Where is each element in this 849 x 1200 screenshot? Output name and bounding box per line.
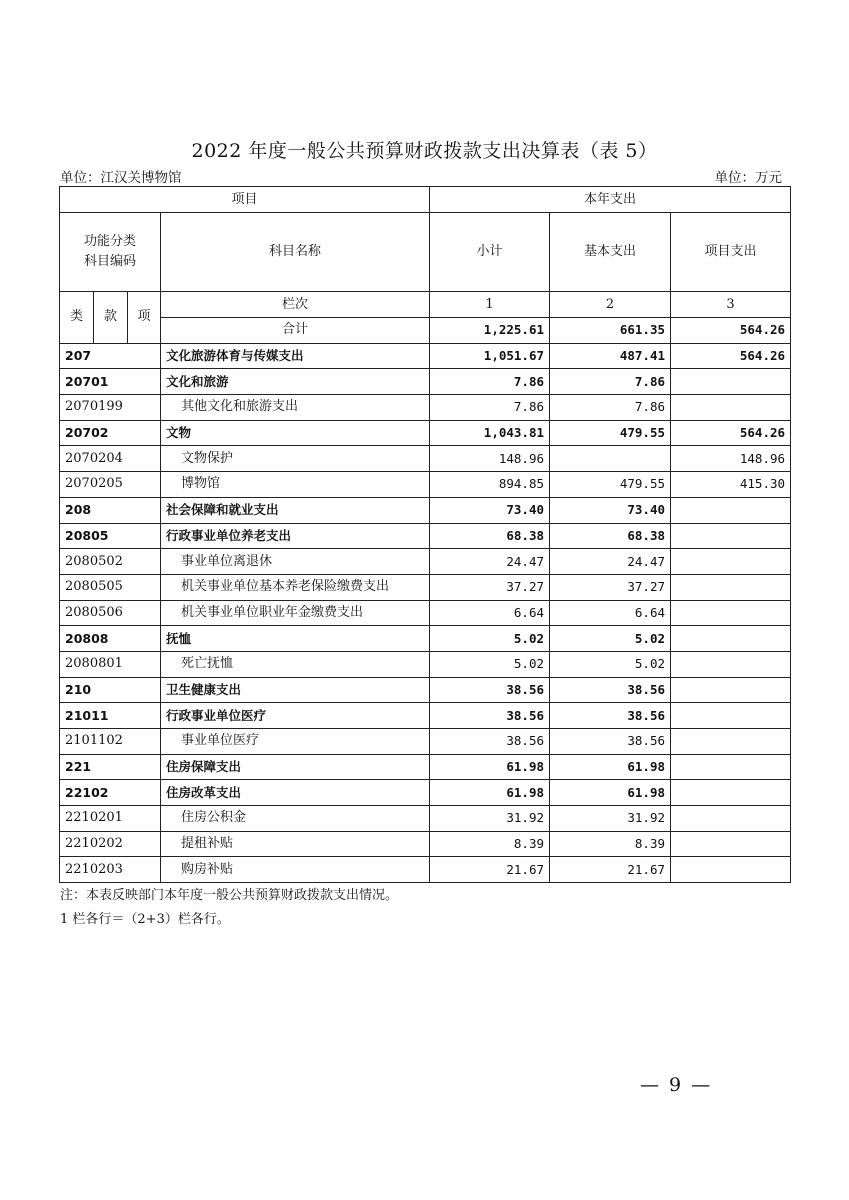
page-title: 2022 年度一般公共预算财政拨款支出决算表（表 5） <box>191 140 658 162</box>
row-subtotal: 37.27 <box>430 574 550 600</box>
row-code: 2210202 <box>60 831 161 857</box>
row-basic: 38.56 <box>550 729 671 755</box>
header-basic: 基本支出 <box>550 213 671 292</box>
row-project <box>671 369 791 395</box>
row-project <box>671 857 791 883</box>
row-subtotal: 1,051.67 <box>430 343 550 369</box>
header-col2: 2 <box>550 292 671 318</box>
row-project <box>671 600 791 626</box>
row-project <box>671 780 791 806</box>
row-subject-name: 文物 <box>161 420 430 446</box>
row-subtotal: 31.92 <box>430 806 550 832</box>
total-label: 合计 <box>161 318 430 344</box>
table-row <box>60 600 791 626</box>
table-row <box>60 857 791 883</box>
table-row <box>60 831 791 857</box>
row-subtotal: 73.40 <box>430 497 550 523</box>
row-subtotal: 38.56 <box>430 677 550 703</box>
table-row <box>60 651 791 677</box>
row-subtotal: 21.67 <box>430 857 550 883</box>
total-subtotal: 1,225.61 <box>430 318 550 344</box>
row-basic: 73.40 <box>550 497 671 523</box>
row-basic: 61.98 <box>550 780 671 806</box>
total-row <box>60 318 791 344</box>
row-subject-name: 死亡抚恤 <box>161 651 430 677</box>
row-project <box>671 626 791 652</box>
note-line-2: 1 栏各行＝（2+3）栏各行。 <box>60 912 230 927</box>
table-row <box>60 626 791 652</box>
table-row <box>60 343 791 369</box>
row-code: 21011 <box>60 703 161 729</box>
row-basic: 479.55 <box>550 472 671 498</box>
table-row <box>60 420 791 446</box>
row-subject-name: 行政事业单位养老支出 <box>161 523 430 549</box>
row-subject-name: 社会保障和就业支出 <box>161 497 430 523</box>
table-row <box>60 677 791 703</box>
row-basic: 7.86 <box>550 395 671 421</box>
row-project <box>671 395 791 421</box>
row-subject-name: 机关事业单位职业年金缴费支出 <box>161 600 430 626</box>
table-row <box>60 446 791 472</box>
row-basic: 38.56 <box>550 703 671 729</box>
row-subtotal: 894.85 <box>430 472 550 498</box>
row-code: 2080502 <box>60 549 161 575</box>
row-code: 2070204 <box>60 446 161 472</box>
budget-table <box>59 186 791 883</box>
row-project: 415.30 <box>671 472 791 498</box>
row-subtotal: 61.98 <box>430 754 550 780</box>
header-func-class-line1: 功能分类 <box>83 234 136 249</box>
row-basic: 5.02 <box>550 651 671 677</box>
row-basic: 37.27 <box>550 574 671 600</box>
row-basic: 5.02 <box>550 626 671 652</box>
row-code: 20805 <box>60 523 161 549</box>
header-xiang: 项 <box>128 292 161 344</box>
total-basic: 661.35 <box>550 318 671 344</box>
row-project <box>671 497 791 523</box>
row-project <box>671 549 791 575</box>
row-subtotal: 61.98 <box>430 780 550 806</box>
row-project <box>671 754 791 780</box>
table-row <box>60 523 791 549</box>
row-subtotal: 5.02 <box>430 626 550 652</box>
header-func-class <box>60 213 161 292</box>
unit-currency: 单位：万元 <box>714 170 782 186</box>
row-basic: 31.92 <box>550 806 671 832</box>
row-code: 221 <box>60 754 161 780</box>
row-subject-name: 机关事业单位基本养老保险缴费支出 <box>161 574 430 600</box>
row-basic: 7.86 <box>550 369 671 395</box>
row-code: 208 <box>60 497 161 523</box>
row-project <box>671 703 791 729</box>
table-row <box>60 549 791 575</box>
notes <box>60 884 398 932</box>
row-subtotal: 7.86 <box>430 369 550 395</box>
row-subject-name: 卫生健康支出 <box>161 677 430 703</box>
table-row <box>60 395 791 421</box>
header-current-year: 本年支出 <box>430 187 791 213</box>
row-code: 2080505 <box>60 574 161 600</box>
row-subject-name: 住房保障支出 <box>161 754 430 780</box>
row-subtotal: 148.96 <box>430 446 550 472</box>
row-subject-name: 提租补贴 <box>161 831 430 857</box>
row-basic: 24.47 <box>550 549 671 575</box>
unit-organization: 单位：江汉关博物馆 <box>60 170 182 186</box>
row-subtotal: 38.56 <box>430 703 550 729</box>
row-code: 207 <box>60 343 161 369</box>
row-project <box>671 651 791 677</box>
header-column-index: 栏次 <box>161 292 430 318</box>
row-basic: 68.38 <box>550 523 671 549</box>
row-subtotal: 24.47 <box>430 549 550 575</box>
row-project: 564.26 <box>671 343 791 369</box>
header-row-1 <box>60 187 791 213</box>
header-func-class-line2: 科目编码 <box>83 254 136 269</box>
unit-row <box>60 166 782 186</box>
header-project-exp: 项目支出 <box>671 213 791 292</box>
row-subtotal: 6.64 <box>430 600 550 626</box>
row-basic: 21.67 <box>550 857 671 883</box>
row-subtotal: 7.86 <box>430 395 550 421</box>
header-project: 项目 <box>60 187 430 213</box>
row-project <box>671 677 791 703</box>
header-row-3 <box>60 292 791 318</box>
table-row <box>60 754 791 780</box>
header-row-2 <box>60 213 791 292</box>
row-code: 2210201 <box>60 806 161 832</box>
row-code: 20702 <box>60 420 161 446</box>
row-basic <box>550 446 671 472</box>
header-col1: 1 <box>430 292 550 318</box>
row-subtotal: 5.02 <box>430 651 550 677</box>
row-basic: 8.39 <box>550 831 671 857</box>
row-code: 2070199 <box>60 395 161 421</box>
row-basic: 487.41 <box>550 343 671 369</box>
row-basic: 6.64 <box>550 600 671 626</box>
row-code: 22102 <box>60 780 161 806</box>
row-code: 20701 <box>60 369 161 395</box>
note-line-1: 注：本表反映部门本年度一般公共预算财政拨款支出情况。 <box>60 888 399 903</box>
table-row <box>60 369 791 395</box>
header-subject-name: 科目名称 <box>161 213 430 292</box>
row-subject-name: 抚恤 <box>161 626 430 652</box>
row-subject-name: 文化旅游体育与传媒支出 <box>161 343 430 369</box>
row-project <box>671 831 791 857</box>
row-code: 2210203 <box>60 857 161 883</box>
row-subject-name: 事业单位医疗 <box>161 729 430 755</box>
row-code: 20808 <box>60 626 161 652</box>
table-row <box>60 729 791 755</box>
row-subtotal: 68.38 <box>430 523 550 549</box>
table-row <box>60 780 791 806</box>
row-subtotal: 1,043.81 <box>430 420 550 446</box>
row-project: 564.26 <box>671 420 791 446</box>
row-project <box>671 729 791 755</box>
header-subtotal: 小计 <box>430 213 550 292</box>
header-lei: 类 <box>60 292 94 344</box>
row-code: 2101102 <box>60 729 161 755</box>
row-subject-name: 住房公积金 <box>161 806 430 832</box>
row-code: 2080801 <box>60 651 161 677</box>
table-row <box>60 472 791 498</box>
row-subject-name: 事业单位离退休 <box>161 549 430 575</box>
row-subject-name: 博物馆 <box>161 472 430 498</box>
table-row <box>60 806 791 832</box>
header-col3: 3 <box>671 292 791 318</box>
row-subject-name: 行政事业单位医疗 <box>161 703 430 729</box>
row-project <box>671 523 791 549</box>
row-basic: 38.56 <box>550 677 671 703</box>
row-subject-name: 文化和旅游 <box>161 369 430 395</box>
row-subject-name: 文物保护 <box>161 446 430 472</box>
row-project <box>671 574 791 600</box>
row-code: 2070205 <box>60 472 161 498</box>
row-project: 148.96 <box>671 446 791 472</box>
table-row <box>60 497 791 523</box>
table-row <box>60 574 791 600</box>
row-subtotal: 8.39 <box>430 831 550 857</box>
row-code: 210 <box>60 677 161 703</box>
row-subject-name: 住房改革支出 <box>161 780 430 806</box>
page-number: — 9 — <box>640 1074 713 1096</box>
header-kuan: 款 <box>94 292 128 344</box>
row-basic: 479.55 <box>550 420 671 446</box>
total-project: 564.26 <box>671 318 791 344</box>
table-row <box>60 703 791 729</box>
row-basic: 61.98 <box>550 754 671 780</box>
row-subject-name: 购房补贴 <box>161 857 430 883</box>
row-subject-name: 其他文化和旅游支出 <box>161 395 430 421</box>
row-project <box>671 806 791 832</box>
row-code: 2080506 <box>60 600 161 626</box>
row-subtotal: 38.56 <box>430 729 550 755</box>
